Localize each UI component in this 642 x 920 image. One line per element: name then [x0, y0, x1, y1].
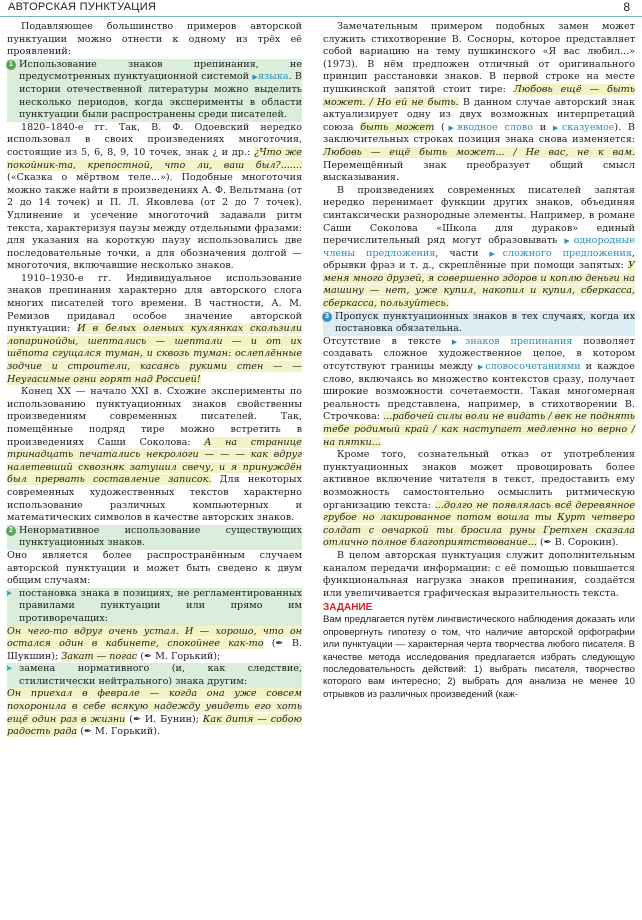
sosnora-text-2: В данном случае авторский знак актуализирует одну из двух возможных интерпретаций союза [323, 96, 635, 133]
arrow-icon: ➤ [5, 588, 13, 599]
link-odnorodnye[interactable]: однородные члены предложения [323, 235, 635, 259]
item-3 [323, 311, 635, 336]
item-1 [7, 59, 302, 122]
item-1-lead: Использование знаков препинания, не предусмотренных пунктуационной системой [19, 58, 302, 83]
sosnora-text-4: Перемещённый знак преобразует общий смысл высказывания. [323, 159, 635, 184]
link-vvodnoe-slovo[interactable]: вводное слово [457, 121, 533, 133]
paragraph-sorokin [323, 449, 635, 550]
paragraph-1910 [7, 273, 302, 386]
item-1-rest: . В истории отечественной литературы можно выделить несколько периодов, когда эксперименты в области пунктуации были распространены среди писателей. [19, 71, 302, 121]
bullet-1 [7, 588, 302, 626]
item-2-lead: Ненормативное использование существующих пунктуационных знаков. [19, 524, 302, 549]
sokolov-text-3: , обрывки фраз и т. д., скреплённые при помощи запятых: [323, 247, 635, 272]
sokolov-text-2: , части [435, 247, 479, 259]
link-triangle-icon: ▶ [477, 363, 486, 372]
paragraph-sosnora [323, 21, 635, 185]
sokolov-quote: У меня много друзей, я совершенно здоров и коплю деньги на машину — нет, уже купил, накопил и купил, сберкасса, сберкасса, пользуйтесь. [323, 260, 635, 310]
paren-open: ( [441, 121, 445, 133]
sokolov-text: В произведениях современных писателей запятая нередко перенимает функции других знаков, объединяя синтаксически разнородные элементы. Например, в романе Саши Соколова «Школа для дураков» единый перечислительный ряд могут образовывать [323, 184, 635, 247]
strochkov-quote: ...рабочей силы воли не видать / век не поднять тебе родимый край / как наступает медленно но верно / на пятки... [323, 411, 635, 448]
task-text: Вам предлагается путём лингвистического наблюдения доказать или опровергнуть гипотезу о том, что наличие авторской орфографии или пунктуации — характерная черта творчества любого писателя. В качестве метода исследования предлагается избрать следующую последовательность действий: 1) выбрать писателя, творчество которого вам интересно; 2) выбрать для анализа не менее 10 отрывков из различных произведений (каж- [323, 614, 635, 700]
sosnora-text-3: ). В заключительных строках позиция знака снова изменяется: [323, 121, 635, 146]
paragraph-sokolov [323, 185, 635, 311]
bullet-1-quote-2: Закат — погас [61, 650, 138, 662]
sosnora-quote-1: Любовь ещё — быть может. / Но ей не быть. [323, 83, 635, 108]
item-1-number: 1 [6, 60, 16, 70]
p1910-text: 1910–1930-е гг. Индивидуальное использование знаков препинания характерно для авторского слога многих писателей того времени. В частности, А. М. Ремизов придавал особое значение авторской пунктуации: [7, 272, 302, 335]
bullet-2-examples [7, 688, 302, 738]
paragraph-1820 [7, 122, 302, 273]
link-yazyka[interactable]: языка [257, 71, 289, 83]
page-number: 8 [623, 0, 630, 14]
p1820-source: («Сказка о мёртвом теле...»). [7, 172, 173, 184]
bullet-1-source-2: (✒ М. Горький); [140, 650, 221, 662]
paragraph-conclusion: В целом авторская пунктуация служит дополнительным каналом передачи информации: с её помощью повышается функциональная нагрузка знаков препинания, создаётся или увеличивается графическая выразительность текста. [323, 549, 635, 599]
bullet-1-source: (✒ В. Шукшин); [7, 638, 302, 662]
sorokin-text: Кроме того, сознательный отказ от употребления пунктуационных знаков может провоцировать более активное включение читателя в текст, предоставить ему возможность самостоятельно осмыслить ритмическую организацию текста: [323, 449, 635, 511]
item-3-number: 3 [322, 312, 332, 322]
pxx-cont: Для некоторых современных художественных текстов характерно использование различных компьютерных и математических символов в качестве авторских знаков. [7, 474, 302, 524]
link-slovosochetaniyami[interactable]: словосочетаниями [485, 361, 581, 373]
pxx-text: Конец XX — начало XXI в. Схожие эксперименты по использованию пунктуационных знаков свойственны произведениям современных писателей. Так, помещённые подряд тире можно встретить в произведениях Саши Соколова: [7, 386, 302, 448]
p1820-text: 1820–1840-е гг. Так, В. Ф. Одоевский нередко использовал в своих произведениях многоточия, состоящие из 5, 6, 8, 9, 10 точек, знак ¿ и др.: [7, 121, 302, 158]
link-triangle-icon: ▶ [444, 123, 458, 132]
sorokin-quote: ...долго не появлялась всё деревянное грубое но лакированное потом вошла ты Курт четверо солдат с овчаркой ты бросила руны Гретхен сказала отлично полное благоприятствование... [323, 499, 636, 549]
right-column [323, 21, 635, 701]
sorokin-source: (✒ В. Сорокин). [539, 537, 619, 549]
item-3-rest-3: и каждое слово, включаясь во множество контекстов сразу, получает широкие возможности сочетаемости. Такая многомерная реальность представлена, например, в стихотворении В. Строчкова: [323, 361, 635, 423]
p1820-quote: ¿Что же покойник-та, крепостной, что ли, ваш был?....... [7, 146, 302, 171]
conj-i: и [539, 121, 547, 133]
left-column [7, 21, 302, 739]
item-3-rest: Отсутствие в тексте [323, 335, 442, 347]
link-triangle-icon: ▶ [564, 237, 574, 246]
bullet-2-source-2: (✒ М. Горький). [80, 726, 161, 738]
link-triangle-icon: ▶ [252, 73, 258, 82]
sosnora-text: Замечательным примером подобных замен может служить стихотворение В. Сосноры, которое представляет собой вариацию на тему пушкинского «Я вас любил...» (1973). В нём предложен отличный от оригинального принцип расстановки знаков. В первой строке на месте пушкинской запятой стоит тире: [323, 21, 635, 95]
item-3-body [323, 336, 635, 449]
link-znakov-prepinaniya[interactable]: знаков препинания [465, 335, 573, 347]
sosnora-quote-2: Любовь — ещё быть может... / Не вас, не к вам. [323, 146, 635, 158]
running-title: АВТОРСКАЯ ПУНКТУАЦИЯ [8, 1, 157, 13]
link-triangle-icon: ▶ [552, 123, 562, 132]
item-2-number: 2 [6, 526, 16, 536]
link-skazuemoe[interactable]: сказуемое [561, 121, 615, 133]
item-3-lead: Пропуск пунктуационных знаков в тех случаях, когда их постановка обязательна. [335, 310, 635, 335]
pxx-quote: А на странице тринадцать печатались некрологи — — — как вдруг налетевший сквозняк затушил свечу, и я принуждён был прервать составление записок. [7, 436, 302, 486]
intro-paragraph: Подавляющее большинство примеров авторской пунктуации можно отнести к одному из трёх её проявлений: [7, 21, 302, 58]
p1820-cont: Подобные многоточия можно также найти в произведениях А. Ф. Вельтмана (от 2 до 14 точек) и П. Л. Яковлева (от 2 до 7 точек). Удлинение и усечение многоточий задавали ритм текста, характеризуя паузы между отдельными фразами: для указания на короткую паузу использовались две последовательные точки, а для обозначения долгой — многоточия, включавшие несколько знаков. [7, 172, 302, 272]
bullet-2-lead: замена нормативного (и, как следствие, стилистически нейтрального) знака другим: [19, 663, 302, 687]
page-header [0, 0, 642, 17]
task-title: ЗАДАНИЕ [323, 602, 373, 614]
item-3-rest-2: позволяет создавать сложное художественное целое, в котором отсутствуют границы между [323, 335, 635, 373]
p1910-quote: И в белых оленьих кухлянках скользили лопаринойды, шептались — шептали — и от их шёпота сгущался туман, и сквозь туман: ослеплённые зодчие и строители, касаясь рукими стен — — Неугасимые огни горят над Россией! [7, 323, 302, 385]
bullet-2-quote: Он приехал в феврале — когда она уже совсем похоронила в себе всякую надежду увидеть его хоть ещё один раз в жизни [7, 688, 302, 725]
bullet-2 [7, 663, 302, 688]
link-slozhnoe[interactable]: сложного предложения [502, 247, 632, 259]
paragraph-xx [7, 386, 302, 525]
link-triangle-icon: ▶ [489, 249, 503, 258]
bullet-1-lead: постановка знака в позициях, не регламентированных правилами пунктуации или прямо им противоречащих: [19, 587, 302, 624]
link-triangle-icon: ▶ [451, 337, 466, 346]
bullet-2-source: (✒ И. Бунин); [129, 713, 200, 725]
bullet-2-quote-2: Как дитя — собою радость рада [7, 713, 302, 738]
bullet-1-quote: Он чего-то вдруг очень устал. И — хорошо, что он остался один в кабинете, спокойнее как-то [7, 625, 302, 650]
item-2-rest: Оно является более распространённым случаем авторской пунктуации и может быть сведено к двум общим случаям: [7, 549, 302, 587]
bullet-1-examples [7, 626, 302, 664]
arrow-icon: ➤ [5, 664, 13, 675]
item-2 [7, 525, 302, 550]
sosnora-byt-mozhet: быть может [360, 121, 435, 133]
